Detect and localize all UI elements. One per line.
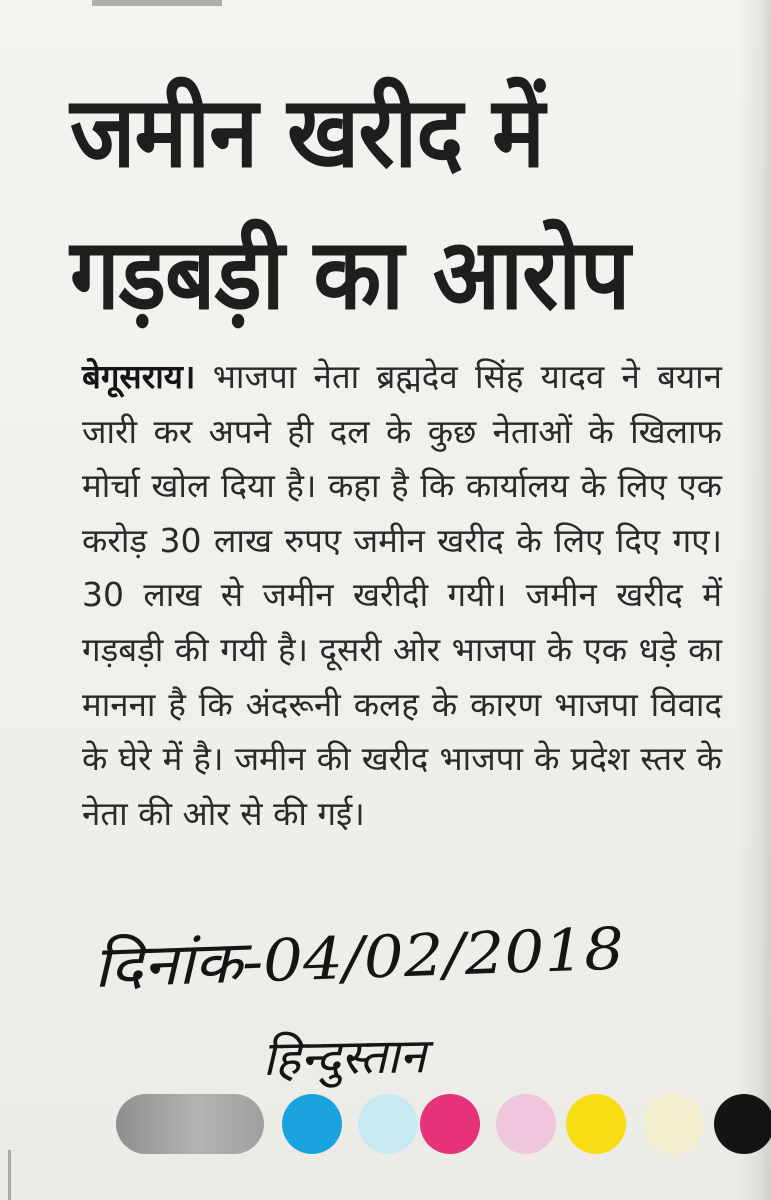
top-rule	[92, 0, 222, 6]
light-cyan-swatch	[358, 1094, 418, 1154]
headline-line-2: गड़बड़ी का आरोप	[70, 218, 630, 332]
page-edge-shadow	[737, 0, 771, 1200]
article-dateline: बेगूसराय।	[82, 357, 196, 396]
yellow-swatch	[566, 1094, 626, 1154]
magenta-swatch	[420, 1094, 480, 1154]
print-color-bar	[110, 1090, 750, 1156]
handwritten-newspaper-name: हिन्दुस्तान	[262, 1028, 427, 1087]
grey-swatch	[116, 1094, 264, 1154]
light-magenta-swatch	[496, 1094, 556, 1154]
black-swatch	[714, 1094, 771, 1154]
light-yellow-swatch	[644, 1094, 704, 1154]
article-text: भाजपा नेता ब्रह्मदेव सिंह यादव ने बयान जारी कर अपने ही दल के कुछ नेताओं के खिलाफ मोर्चा खोल दिया है। कहा है कि कार्यालय के लिए एक करोड़ 30 लाख रुपए जमीन खरीद के लिए दिए गए। 30 लाख से जमीन खरीदी गयी। जमीन खरीद में गड़बड़ी की गयी है। दूसरी ओर भाजपा के एक धड़े का मानना है कि अंदरूनी कलह के कारण भाजपा विवाद के घेरे में है। जमीन की खरीद भाजपा के प्रदेश स्तर के नेता की ओर से की गई।	[82, 357, 722, 833]
handwritten-date: दिनांक-04/02/2018	[92, 914, 626, 1001]
left-edge-mark	[8, 1150, 11, 1200]
article-body	[82, 350, 722, 841]
headline-line-1: जमीन खरीद में	[70, 76, 544, 190]
cyan-swatch	[282, 1094, 342, 1154]
headline	[70, 62, 646, 346]
